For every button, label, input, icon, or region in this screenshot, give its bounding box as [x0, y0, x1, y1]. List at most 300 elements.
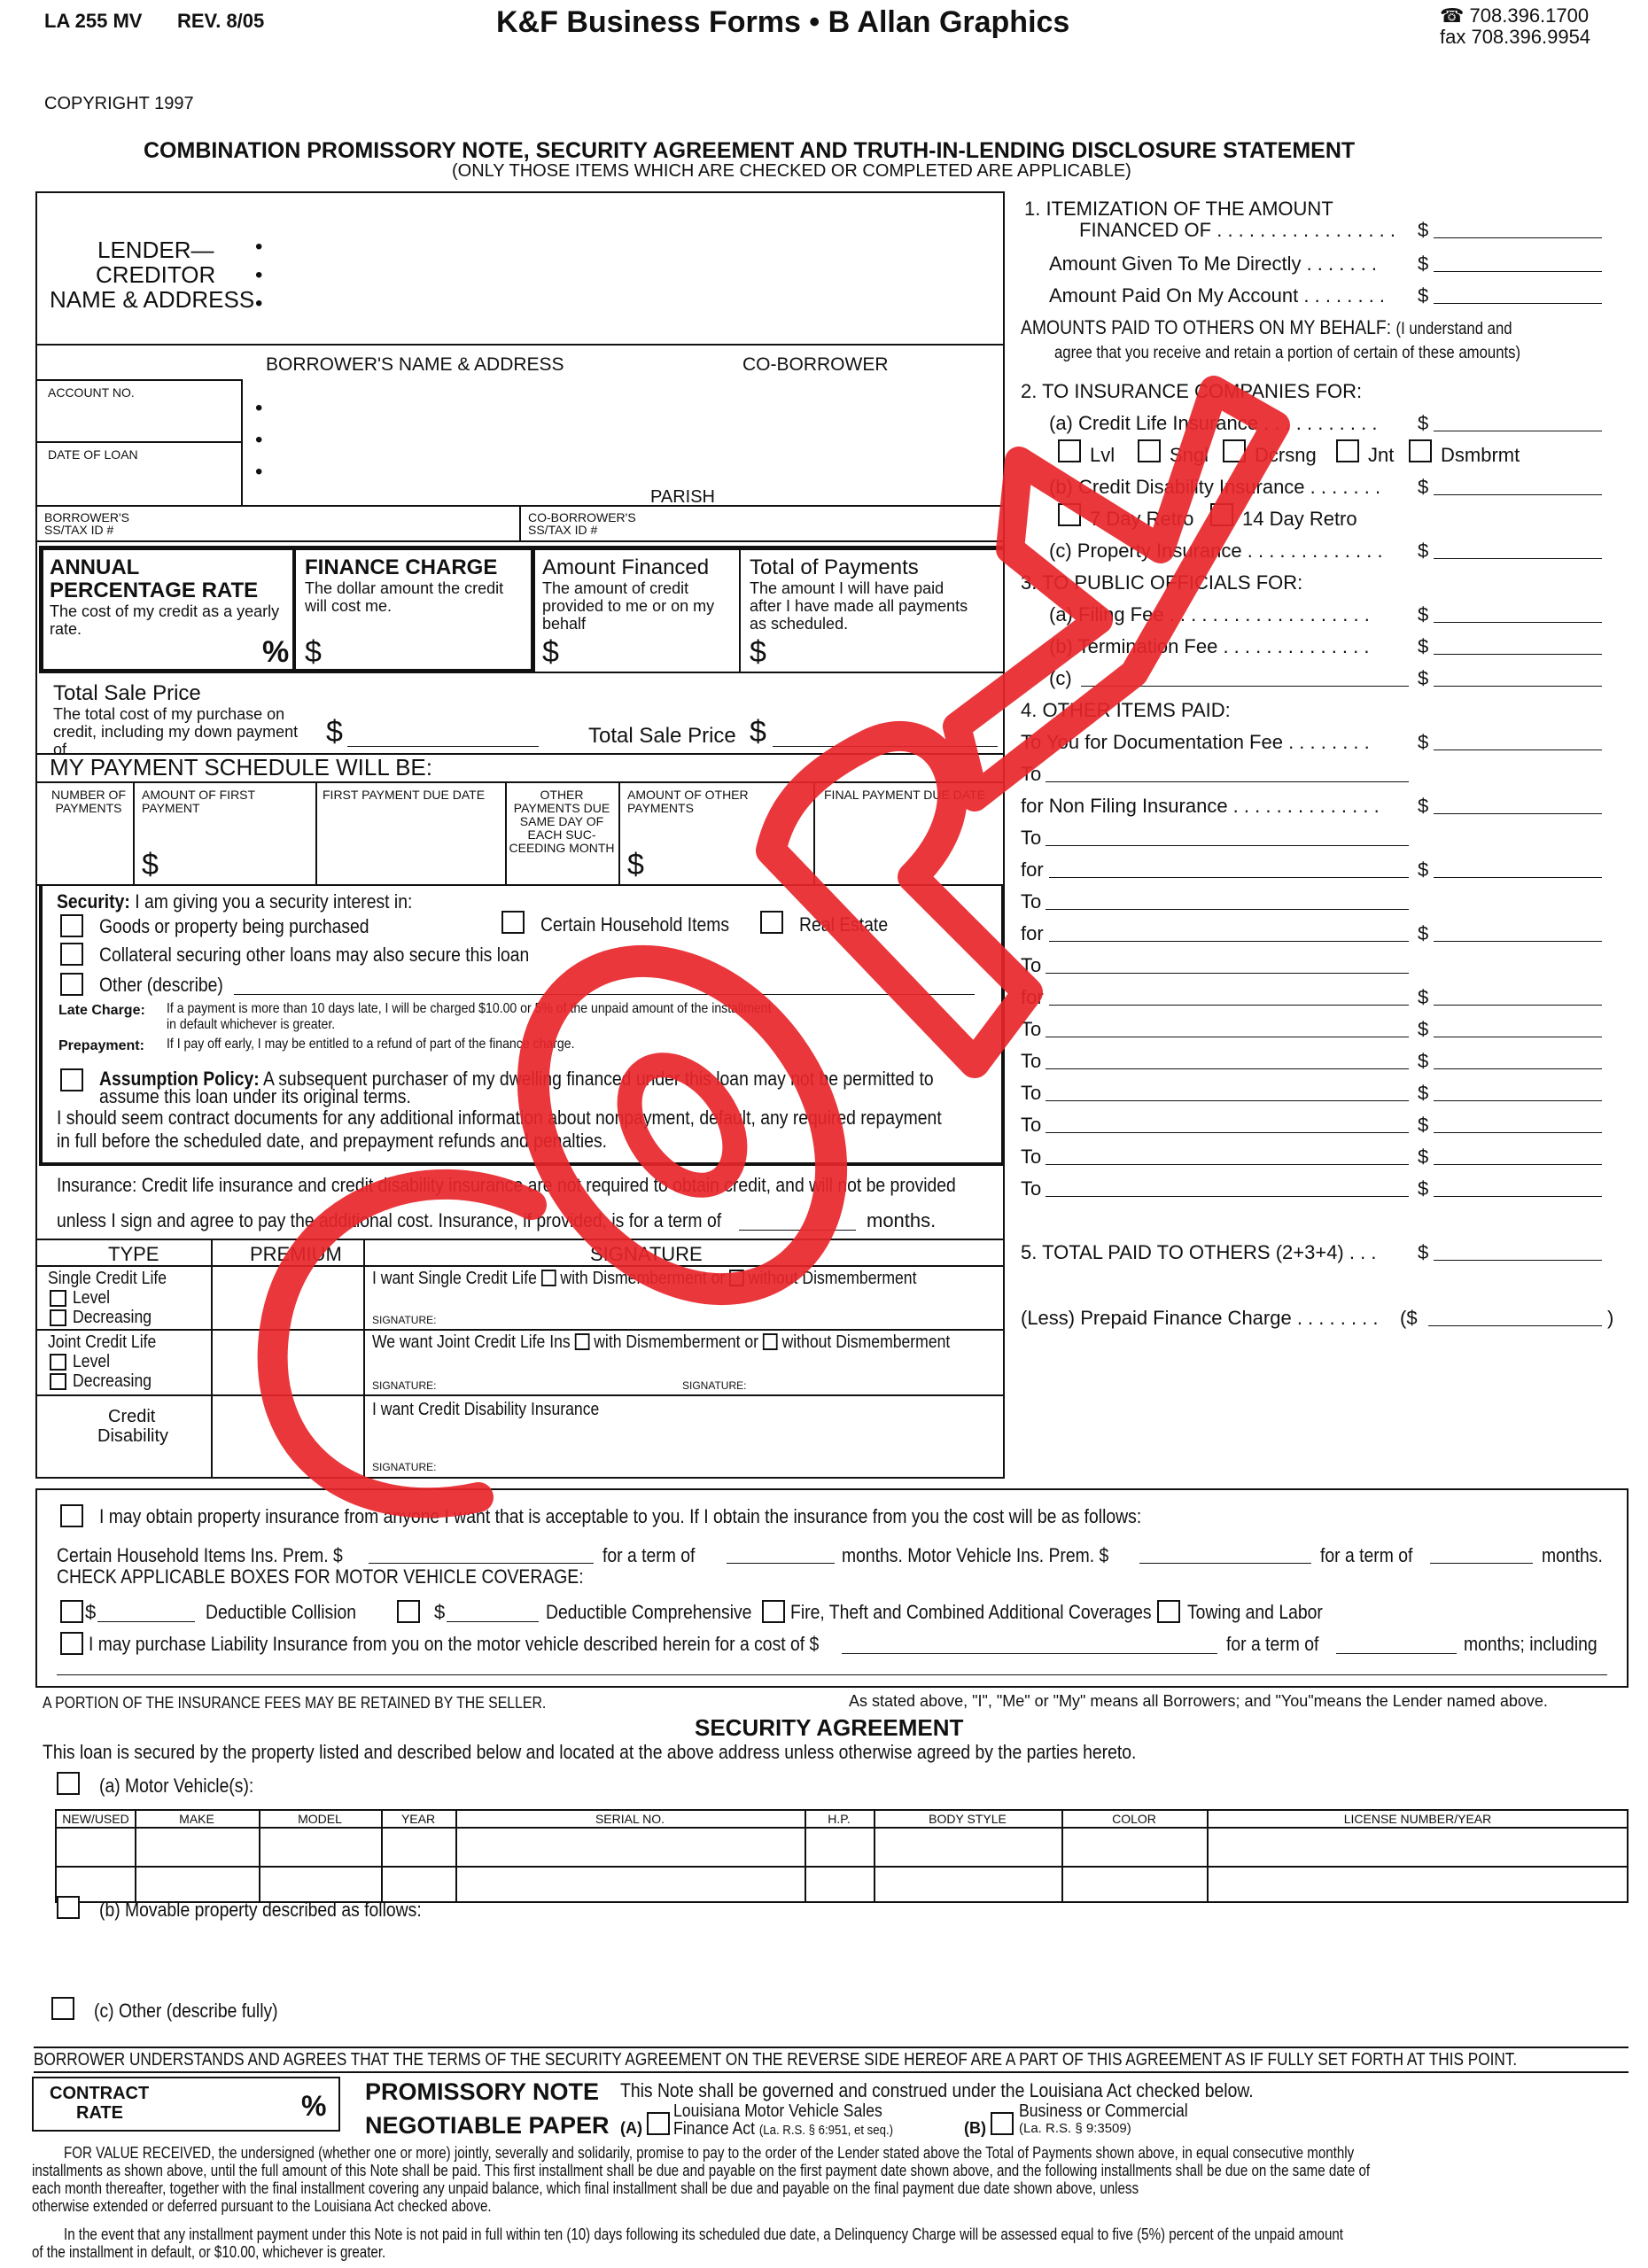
to-label: To — [1021, 890, 1042, 913]
divider — [35, 781, 1005, 783]
note-paragraph-1: FOR VALUE RECEIVED, the undersigned (whether one or more) jointly, severally and solidarily, promise to pay to the order of the Lender stated above the Total of Payments shown above, in equal consecutive monthly — [64, 2144, 1355, 2162]
promissory-note-title: PROMISSORY NOTE — [365, 2078, 600, 2105]
co-borrower-ss-label-1: CO-BORROWER'S — [528, 510, 636, 524]
col-number-payments: NUMBER OF PAYMENTS — [51, 788, 126, 815]
property-insurance-item: (c) Property Insurance . . . . . . . . . . . . . — [1049, 540, 1383, 562]
movable-property-checkbox[interactable] — [57, 1896, 80, 1919]
joint-without-dism-label: without Dismemberment — [781, 1332, 951, 1352]
household-term-label: for a term of — [602, 1544, 696, 1566]
motor-vehicle-premium-label: months. Motor Vehicle Ins. Prem. $ — [842, 1544, 1109, 1566]
for-line[interactable] — [1049, 877, 1409, 878]
insurance-col-premium: PREMIUM — [250, 1243, 342, 1265]
assumption-label: Assumption Policy: — [99, 1068, 260, 1090]
to-label: To — [1021, 1114, 1042, 1136]
property-insurance-line[interactable] — [1434, 558, 1602, 559]
col-serial: SERIAL NO. — [595, 1812, 665, 1826]
total-payments-description: The amount I will have paid after I have made all payments as scheduled. — [750, 579, 968, 633]
borrower-ss-label-2: SS/TAX ID # — [44, 523, 114, 537]
divider — [35, 1265, 1005, 1267]
dollar-sign: $ — [1418, 922, 1429, 944]
joint-signature-label-1: SIGNATURE: — [372, 1379, 437, 1392]
single-want-text — [372, 1269, 916, 1288]
single-with-dism-label: with Dismemberment or — [560, 1269, 726, 1288]
divider — [34, 2047, 1629, 2048]
amount-financed-dollar: $ — [542, 635, 559, 669]
termination-fee-item: (b) Termination Fee . . . . . . . . . . . . . . — [1049, 635, 1370, 657]
joint-decreasing-checkbox[interactable] — [50, 1373, 66, 1390]
joint-with-dism-label: with Dismemberment or — [594, 1332, 759, 1352]
fax-number: fax 708.396.9954 — [1440, 26, 1591, 48]
borrower-name-label: BORROWER'S NAME & ADDRESS — [266, 354, 564, 375]
co-borrower-ss-label-2: SS/TAX ID # — [528, 523, 598, 537]
col-amount-other: AMOUNT OF OTHER PAYMENTS — [627, 788, 749, 815]
apr-title: ANNUAL — [50, 555, 140, 579]
joint-want-text — [372, 1332, 950, 1352]
total-sale-price-label: Total Sale Price — [588, 724, 736, 748]
other-property-label: (c) Other (describe fully) — [94, 2000, 278, 2022]
retro-14-label: 14 Day Retro — [1242, 508, 1357, 530]
comprehensive-checkbox[interactable] — [397, 1600, 420, 1623]
other-items-title: 4. OTHER ITEMS PAID: — [1021, 699, 1231, 721]
security-agreement-title: SECURITY AGREEMENT — [695, 1714, 964, 1741]
col-other-due: OTHER PAYMENTS DUE SAME DAY OF EACH SUC-CEEDING MONTH — [509, 788, 615, 855]
liability-checkbox[interactable] — [60, 1632, 83, 1655]
to-amount-line[interactable] — [1434, 1196, 1602, 1197]
option-a-text-2 — [673, 2119, 893, 2140]
insurance-text-2: unless I sign and agree to pay the additional cost. Insurance, if provided, is for a term of — [57, 1209, 722, 1231]
prepayment-text: If I pay off early, I may be entitled to a refund of part of the finance charge. — [167, 1037, 575, 1052]
retro-14-checkbox[interactable] — [1210, 503, 1233, 526]
assumption-text-2: assume this loan under its original terms. — [99, 1085, 411, 1107]
prepaid-finance-charge: (Less) Prepaid Finance Charge . . . . . . . . — [1021, 1307, 1379, 1329]
contract-docs-text: I should seem contract documents for any additional information about nonpayment, default, any required repayment — [57, 1107, 942, 1129]
col-hp: H.P. — [828, 1812, 851, 1826]
itemization-title-2: FINANCED OF . . . . . . . . . . . . . . . . . — [1079, 219, 1395, 241]
filing-fee-item: (a) Filing Fee . . . . . . . . . . . . . . . . . . . — [1049, 603, 1370, 625]
real-estate-checkbox[interactable] — [760, 911, 783, 934]
security-label: Security: — [57, 890, 130, 913]
other-security-line[interactable] — [234, 994, 975, 995]
disability-want: I want Credit Disability Insurance — [372, 1400, 600, 1419]
account-no-label: ACCOUNT NO. — [48, 385, 135, 400]
other-security-label: Other (describe) — [99, 974, 223, 996]
contract-rate-percent: % — [301, 2090, 327, 2122]
disability-signature-label: SIGNATURE: — [372, 1461, 437, 1473]
to-label: To — [1021, 1146, 1042, 1168]
to-label: To — [1021, 1082, 1042, 1104]
check-boxes-label: CHECK APPLICABLE BOXES FOR MOTOR VEHICLE COVERAGE: — [57, 1565, 584, 1588]
collision-checkbox[interactable] — [60, 1600, 83, 1623]
amount-other-dollar: $ — [627, 848, 644, 882]
security-intro — [57, 891, 412, 913]
insurance-col-signature: SIGNATURE — [590, 1243, 703, 1265]
divider — [363, 1239, 365, 1479]
assumption-text-1: A subsequent purchaser of my dwelling financed under this loan may not be permitted to — [263, 1068, 934, 1090]
sngl-label: Sngl — [1170, 444, 1209, 466]
single-without-dism-checkbox[interactable] — [729, 1270, 744, 1286]
joint-with-dism-checkbox[interactable] — [575, 1333, 590, 1350]
divider — [34, 2071, 1629, 2073]
to-line[interactable] — [1046, 1068, 1409, 1069]
total-payments-dollar: $ — [750, 635, 766, 669]
dollar-sign: $ — [1418, 219, 1429, 241]
single-decreasing-label: Decreasing — [73, 1308, 152, 1327]
phone-icon: ☎ — [1440, 4, 1465, 27]
single-level-checkbox[interactable] — [50, 1290, 66, 1307]
note-paragraph-1-4: otherwise extended or deferred pursuant to the Louisiana Act checked above. — [32, 2197, 492, 2215]
to-line[interactable] — [1046, 1164, 1409, 1165]
security-agreement-intro: This loan is secured by the property listed and described below and located at the above address unless otherwise agreed by the parties hereto. — [43, 1741, 1137, 1763]
non-filing-line[interactable] — [1434, 813, 1602, 814]
divider — [241, 379, 243, 505]
schedule-title: MY PAYMENT SCHEDULE WILL BE: — [50, 754, 432, 781]
option-a-act: Finance Act — [673, 2119, 755, 2139]
motor-vehicle-label: (a) Motor Vehicle(s): — [99, 1775, 254, 1797]
joint-level-label: Level — [73, 1352, 111, 1371]
single-without-dism-label: without Dismemberment — [748, 1269, 917, 1288]
towing-label: Towing and Labor — [1187, 1601, 1323, 1623]
liability-label: I may purchase Liability Insurance from you on the motor vehicle described herein for a cost of $ — [89, 1633, 820, 1655]
note-paragraph-2-2: of the installment in default, or $10.00, whichever is greater. — [32, 2243, 386, 2261]
amounts-paid-others — [1021, 317, 1512, 340]
option-a-checkbox[interactable] — [647, 2112, 670, 2135]
goods-checkbox[interactable] — [60, 914, 83, 937]
liability-extra-line[interactable] — [57, 1674, 1607, 1675]
real-estate-label: Real Estate — [799, 913, 889, 936]
paid-on-account-line[interactable] — [1434, 303, 1602, 304]
option-b-text: Business or Commercial — [1019, 2101, 1188, 2121]
lender-label-3: NAME & ADDRESS — [50, 286, 255, 313]
amounts-paid-others-label: AMOUNTS PAID TO OTHERS ON MY BEHALF: — [1021, 316, 1392, 338]
towing-checkbox[interactable] — [1157, 1600, 1180, 1623]
to-label: To — [1021, 763, 1042, 785]
for-amount-line[interactable] — [1434, 877, 1602, 878]
to-label: To — [1021, 827, 1042, 849]
insurance-term-line[interactable] — [739, 1230, 856, 1231]
dollar-sign: $ — [1418, 795, 1429, 817]
divider — [35, 1394, 1005, 1396]
liability-cost-line[interactable] — [842, 1653, 1217, 1654]
dollar-sign: $ — [1418, 1018, 1429, 1040]
prepaid-close: ) — [1607, 1307, 1614, 1329]
to-line[interactable] — [1046, 973, 1409, 974]
assumption-checkbox[interactable] — [60, 1068, 83, 1091]
for-line[interactable] — [1049, 1005, 1409, 1006]
option-b-checkbox[interactable] — [991, 2112, 1014, 2135]
contract-docs-text-2: in full before the scheduled date, and prepayment refunds and penalties. — [57, 1130, 608, 1152]
divider — [35, 1329, 1005, 1331]
disability-title-2: Disability — [97, 1426, 169, 1446]
household-premium-label: Certain Household Items Ins. Prem. $ — [57, 1544, 343, 1566]
for-label: for — [1021, 858, 1044, 881]
col-model: MODEL — [298, 1812, 342, 1826]
documentation-fee-item: To You for Documentation Fee . . . . . . . . — [1021, 731, 1370, 753]
divider — [618, 781, 620, 884]
bullet: • — [255, 396, 263, 420]
public-c-item: (c) — [1049, 667, 1072, 689]
negotiable-paper-title: NEGOTIABLE PAPER — [365, 2112, 610, 2139]
dollar-sign: $ — [1418, 1177, 1429, 1200]
for-label: for — [1021, 986, 1044, 1008]
phone-text: 708.396.1700 — [1469, 4, 1590, 27]
to-amount-line[interactable] — [1434, 1164, 1602, 1165]
household-term-line[interactable] — [727, 1563, 835, 1564]
liability-months: months; including — [1464, 1633, 1597, 1655]
col-year: YEAR — [400, 1812, 436, 1826]
collision-label: Deductible Collision — [206, 1601, 357, 1623]
form-title: COMBINATION PROMISSORY NOTE, SECURITY AGREEMENT AND TRUTH-IN-LENDING DISCLOSURE STATEMENT — [144, 138, 1356, 163]
movable-property-label: (b) Movable property described as follows: — [99, 1899, 422, 1921]
amount-financed-line[interactable] — [1434, 237, 1602, 238]
fire-theft-checkbox[interactable] — [762, 1600, 785, 1623]
prepaid-open: ($ — [1400, 1307, 1418, 1329]
total-paid-others: 5. TOTAL PAID TO OTHERS (2+3+4) . . . — [1021, 1241, 1377, 1263]
divider — [315, 781, 317, 884]
insurance-companies-title: 2. TO INSURANCE COMPANIES FOR: — [1021, 380, 1363, 402]
option-b-cite: (La. R.S. § 9:3509) — [1019, 2121, 1131, 2136]
itemization-title: 1. ITEMIZATION OF THE AMOUNT — [1024, 198, 1333, 220]
borrower-understands-text: BORROWER UNDERSTANDS AND AGREES THAT THE TERMS OF THE SECURITY AGREEMENT ON THE REVERSE SIDE HEREOF ARE A PART OF THIS AGREEMENT AS IF FULLY SET FORTH AT THIS POINT. — [34, 2050, 1518, 2070]
to-amount-line[interactable] — [1434, 1068, 1602, 1069]
date-of-loan-label: DATE OF LOAN — [48, 447, 138, 462]
lender-label-2: CREDITOR — [96, 261, 216, 288]
governed-text: This Note shall be governed and construed under the Louisiana Act checked below. — [620, 2079, 1254, 2101]
amount-first-dollar: $ — [142, 848, 159, 882]
insurance-months: months. — [867, 1209, 937, 1231]
retro-7-checkbox[interactable] — [1058, 503, 1081, 526]
collateral-checkbox[interactable] — [60, 943, 83, 966]
motor-vehicle-months: months. — [1542, 1544, 1603, 1566]
apr-title-2: PERCENTAGE RATE — [50, 579, 259, 602]
termination-fee-line[interactable] — [1434, 654, 1602, 655]
joint-decreasing-label: Decreasing — [73, 1371, 152, 1391]
company-name: K&F Business Forms • B Allan Graphics — [496, 5, 1070, 39]
joint-level-checkbox[interactable] — [50, 1354, 66, 1371]
single-signature-label: SIGNATURE: — [372, 1314, 437, 1326]
late-charge-text: If a payment is more than 10 days late, I will be charged $10.00 or 5% of the unpaid amount of the installment — [167, 1001, 772, 1016]
to-line[interactable] — [1046, 845, 1409, 846]
collision-line[interactable] — [97, 1621, 195, 1622]
to-line[interactable] — [1046, 1196, 1409, 1197]
amounts-paid-others-note: (I understand and — [1395, 320, 1512, 338]
bullet: • — [255, 428, 263, 452]
to-line[interactable] — [1046, 909, 1409, 910]
liability-term-line[interactable] — [1336, 1653, 1457, 1654]
motor-vehicle-term-line[interactable] — [1430, 1563, 1533, 1564]
dollar-sign: $ — [1418, 1082, 1429, 1104]
note-paragraph-1-3: each month thereafter, together with the final installment covering any unpaid balance, which final installment shall be due and payable on the final payment due date shown above, unless — [32, 2179, 1139, 2197]
dollar-sign: $ — [1418, 603, 1429, 625]
comprehensive-dollar: $ — [434, 1601, 446, 1623]
motor-vehicle-checkbox[interactable] — [57, 1772, 80, 1795]
dollar-sign: $ — [1418, 1114, 1429, 1136]
apr-description: The cost of my credit as a yearly rate. — [50, 602, 280, 638]
sngl-checkbox[interactable] — [1138, 439, 1161, 462]
property-insurance-text: I may obtain property insurance from anyone I want that is acceptable to you. If I obtain the insurance from you the cost will be as follows: — [99, 1505, 1142, 1527]
finance-charge-dollar: $ — [305, 635, 322, 669]
motor-vehicle-premium-line[interactable] — [1139, 1563, 1311, 1564]
total-sale-price-description: The total cost of my purchase on credit, including my down payment of — [53, 705, 299, 758]
for-label: for — [1021, 922, 1044, 944]
option-b-label: (B) — [964, 2119, 986, 2137]
single-credit-life-title: Single Credit Life — [48, 1269, 167, 1288]
credit-life-item: (a) Credit Life Insurance . . . . . . . . . . . — [1049, 412, 1378, 434]
to-label: To — [1021, 1018, 1042, 1040]
single-level-label: Level — [73, 1288, 111, 1308]
borrower-ss-label-1: BORROWER'S — [44, 510, 130, 524]
dollar-sign: $ — [1418, 667, 1429, 689]
divider — [35, 441, 241, 443]
amount-given-line[interactable] — [1434, 271, 1602, 272]
col-final-due: FINAL PAYMENT DUE DATE — [824, 788, 986, 802]
household-checkbox[interactable] — [501, 911, 525, 934]
apr-percent-sign: % — [262, 635, 290, 669]
dollar-sign: $ — [1418, 635, 1429, 657]
late-charge-label: Late Charge: — [58, 1003, 145, 1018]
total-sale-price-title: Total Sale Price — [53, 681, 201, 705]
dollar-sign: $ — [1418, 858, 1429, 881]
amounts-paid-others-note-2: agree that you receive and retain a portion of certain of these amounts) — [1054, 344, 1521, 362]
dollar-sign: $ — [1418, 731, 1429, 753]
lvl-label: Lvl — [1090, 444, 1116, 466]
col-new-used: NEW/USED — [62, 1812, 129, 1826]
comprehensive-label: Deductible Comprehensive — [546, 1601, 752, 1623]
dsmbrmt-label: Dsmbrmt — [1441, 444, 1520, 466]
joint-credit-life-title: Joint Credit Life — [48, 1332, 157, 1352]
to-label: To — [1021, 954, 1042, 976]
bullet: • — [255, 460, 263, 484]
divider — [35, 379, 241, 381]
collision-dollar: $ — [85, 1601, 97, 1623]
divider — [35, 540, 1005, 542]
jnt-label: Jnt — [1368, 444, 1395, 466]
insurance-text: Insurance: Credit life insurance and credit disability insurance are not required to obtain credit, and will not be provided — [57, 1174, 956, 1196]
non-filing-item: for Non Filing Insurance . . . . . . . . . . . . . . — [1021, 795, 1380, 817]
property-insurance-checkbox[interactable] — [60, 1504, 83, 1527]
credit-disability-line[interactable] — [1434, 494, 1602, 495]
amount-financed-title: Amount Financed — [542, 555, 710, 579]
dollar-sign: $ — [1418, 476, 1429, 498]
insurance-fees-notice: A PORTION OF THE INSURANCE FEES MAY BE RETAINED BY THE SELLER. — [43, 1694, 547, 1712]
liability-term-label: for a term of — [1226, 1633, 1319, 1655]
comprehensive-line[interactable] — [447, 1621, 539, 1622]
dcrsng-label: Dcrsng — [1255, 444, 1317, 466]
form-subtitle: (ONLY THOSE ITEMS WHICH ARE CHECKED OR COMPLETED ARE APPLICABLE) — [452, 161, 1131, 181]
note-paragraph-2: In the event that any installment payment under this Note is not paid in full within ten (10) days following its scheduled due date, a Delinquency Charge will be assessed equal to five (5%) percent of the unpaid amount — [64, 2225, 1343, 2243]
dsmbrmt-checkbox[interactable] — [1409, 439, 1432, 462]
divider — [211, 1239, 213, 1479]
public-c-desc-line[interactable] — [1081, 686, 1409, 687]
to-amount-line[interactable] — [1434, 1132, 1602, 1133]
amount-financed-description: The amount of credit provided to me or on my behalf — [542, 579, 715, 633]
household-label: Certain Household Items — [540, 913, 730, 936]
prepaid-line[interactable] — [1428, 1325, 1602, 1326]
finance-charge-description: The dollar amount the credit will cost me. — [305, 579, 504, 615]
bullet: • — [255, 263, 263, 287]
finance-charge-title: FINANCE CHARGE — [305, 555, 498, 579]
option-a-label: (A) — [620, 2119, 642, 2137]
total-sale-price-dollar: $ — [750, 715, 766, 749]
for-line[interactable] — [1049, 941, 1409, 942]
down-payment-dollar: $ — [326, 715, 343, 749]
single-with-dism-checkbox[interactable] — [541, 1270, 556, 1286]
single-decreasing-checkbox[interactable] — [50, 1309, 66, 1326]
amount-given-label: Amount Given To Me Directly . . . . . . . — [1049, 252, 1378, 275]
jnt-checkbox[interactable] — [1336, 439, 1359, 462]
dollar-sign: $ — [1418, 540, 1429, 562]
parish-label: PARISH — [650, 487, 715, 507]
bullet: • — [255, 291, 263, 315]
contract-rate-label-2: RATE — [76, 2103, 123, 2123]
dollar-sign: $ — [1418, 252, 1429, 275]
lvl-checkbox[interactable] — [1058, 439, 1081, 462]
insurance-col-type: TYPE — [108, 1243, 159, 1265]
phone-number — [1440, 5, 1589, 27]
total-paid-others-line[interactable] — [1434, 1260, 1602, 1261]
joint-without-dism-checkbox[interactable] — [763, 1333, 778, 1350]
filing-fee-line[interactable] — [1434, 622, 1602, 623]
form-number: LA 255 MV — [44, 10, 143, 32]
divider — [519, 505, 521, 540]
note-paragraph-1-2: installments as shown above, until the full amount of this Note shall be paid. This first installment shall be due and payable on the first payment date shown above, and the following installments shall be due on the same date of — [32, 2162, 1371, 2179]
to-line[interactable] — [1046, 781, 1409, 782]
dollar-sign: $ — [1418, 284, 1429, 307]
co-borrower-label: CO-BORROWER — [742, 354, 889, 375]
to-amount-line[interactable] — [1434, 1100, 1602, 1101]
to-label: To — [1021, 1050, 1042, 1072]
to-line[interactable] — [1046, 1132, 1409, 1133]
dollar-sign: $ — [1418, 412, 1429, 434]
prepayment-label: Prepayment: — [58, 1038, 144, 1053]
for-amount-line[interactable] — [1434, 1005, 1602, 1006]
for-amount-line[interactable] — [1434, 941, 1602, 942]
divider — [55, 1866, 1629, 1868]
credit-disability-item: (b) Credit Disability Insurance . . . . . . . — [1049, 476, 1381, 498]
public-c-line[interactable] — [1434, 686, 1602, 687]
retro-7-label: 7 Day Retro — [1090, 508, 1194, 530]
paid-on-account-label: Amount Paid On My Account . . . . . . . . — [1049, 284, 1386, 307]
total-sale-price-line[interactable] — [773, 746, 998, 747]
motor-vehicle-term-label: for a term of — [1320, 1544, 1413, 1566]
to-label: To — [1021, 1177, 1042, 1200]
to-line[interactable] — [1046, 1100, 1409, 1101]
bullet: • — [255, 235, 263, 259]
collateral-label: Collateral securing other loans may also secure this loan — [99, 944, 530, 966]
col-first-due: FIRST PAYMENT DUE DATE — [323, 788, 486, 802]
other-property-checkbox[interactable] — [51, 1997, 74, 2020]
dcrsng-checkbox[interactable] — [1223, 439, 1246, 462]
disability-title-1: Credit — [108, 1407, 156, 1426]
total-payments-title: Total of Payments — [750, 555, 919, 579]
lender-label-1: LENDER— — [97, 237, 214, 263]
definitions-notice: As stated above, "I", "Me" or "My" means all Borrowers; and "You"means the Lender named above. — [849, 1692, 1548, 1710]
col-license: LICENSE NUMBER/YEAR — [1343, 1812, 1492, 1826]
late-charge-text-2: in default whichever is greater. — [167, 1017, 336, 1032]
down-payment-line[interactable] — [347, 746, 539, 747]
option-a-text: Louisiana Motor Vehicle Sales — [673, 2101, 882, 2121]
col-color: COLOR — [1112, 1812, 1156, 1826]
divider — [813, 781, 815, 884]
option-a-cite: (La. R.S. § 6:951, et seq.) — [758, 2123, 894, 2138]
divider — [739, 546, 741, 673]
contract-rate-label: CONTRACT — [50, 2084, 150, 2103]
other-security-checkbox[interactable] — [60, 973, 83, 996]
public-officials-title: 3. TO PUBLIC OFFICIALS FOR: — [1021, 571, 1303, 594]
joint-want-label: We want Joint Credit Life Ins — [372, 1332, 571, 1352]
dollar-sign: $ — [1418, 1241, 1429, 1263]
col-body-style: BODY STYLE — [929, 1812, 1007, 1826]
household-premium-line[interactable] — [369, 1563, 594, 1564]
